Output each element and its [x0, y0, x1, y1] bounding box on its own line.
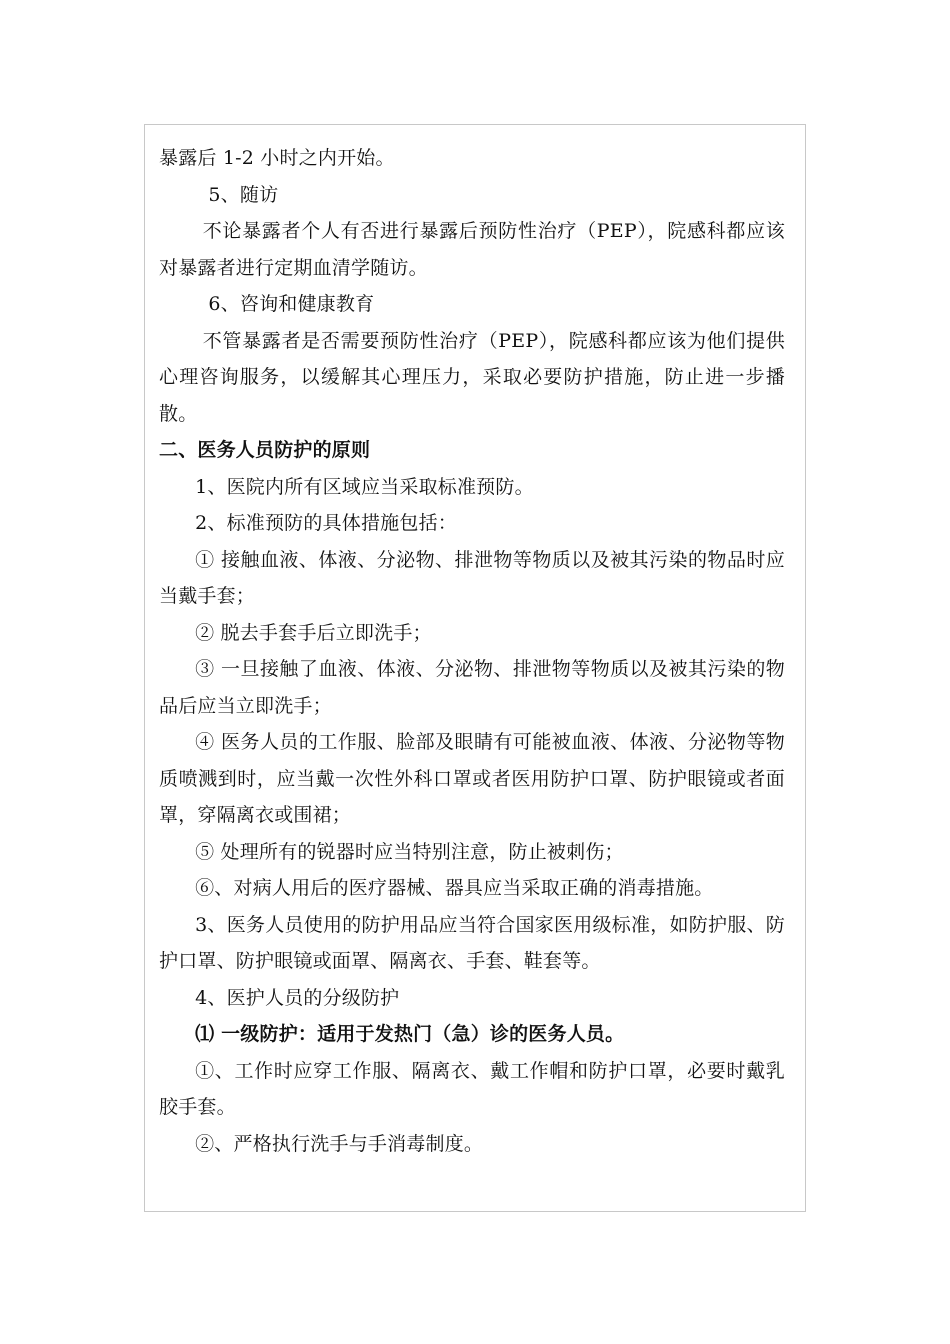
list-item-measure-6: ⑥、对病人用后的医疗器械、器具应当采取正确的消毒措施。: [195, 877, 714, 899]
subheading-level-one-protection: ⑴ 一级防护：适用于发热门（急）诊的医务人员。: [195, 1023, 625, 1045]
list-item-principle-4: 4、医护人员的分级防护: [195, 986, 400, 1009]
section-followup-title: 5、随访: [208, 183, 279, 206]
list-item-measure-3: ③ 一旦接触了血液、体液、分泌物、排泄物等物质以及被其污染的物品后应当立即洗手；: [159, 658, 785, 717]
list-item-level-one-2: ②、严格执行洗手与手消毒制度。: [195, 1132, 484, 1155]
list-item-measure-1: ① 接触血液、体液、分泌物、排泄物等物质以及被其污染的物品时应当戴手套；: [159, 548, 785, 607]
list-item-principle-2: 2、标准预防的具体措施包括：: [195, 512, 457, 534]
heading-protection-principles: 二、医务人员防护的原则: [159, 439, 371, 461]
section-counseling-title: 6、咨询和健康教育: [208, 293, 375, 315]
paragraph-counseling: 不管暴露者是否需要预防性治疗（PEP），院感科都应该为他们提供心理咨询服务，以缓解其心理压力，采取必要防护措施，防止进一步播散。: [159, 329, 785, 425]
list-item-principle-1: 1、医院内所有区域应当采取标准预防。: [195, 475, 534, 498]
list-item-measure-5: ⑤ 处理所有的锐器时应当特别注意，防止被刺伤；: [195, 840, 624, 863]
list-item-measure-2: ② 脱去手套手后立即洗手；: [195, 621, 432, 644]
list-item-principle-3: 3、医务人员使用的防护用品应当符合国家医用级标准，如防护服、防护口罩、防护眼镜或面罩、隔离衣、手套、鞋套等。: [159, 913, 785, 972]
list-item-measure-4: ④ 医务人员的工作服、脸部及眼睛有可能被血液、体液、分泌物等物质喷溅到时，应当戴一次性外科口罩或者医用防护口罩、防护眼镜或者面罩，穿隔离衣或围裙；: [159, 731, 785, 826]
document-frame: [144, 124, 806, 1212]
paragraph-exposure-start: 暴露后 1-2 小时之内开始。: [159, 147, 395, 169]
list-item-level-one-1: ①、工作时应穿工作服、隔离衣、戴工作帽和防护口罩，必要时戴乳胶手套。: [159, 1059, 785, 1118]
paragraph-followup: 不论暴露者个人有否进行暴露后预防性治疗（PEP），院感科都应该对暴露者进行定期血清学随访。: [159, 220, 785, 279]
